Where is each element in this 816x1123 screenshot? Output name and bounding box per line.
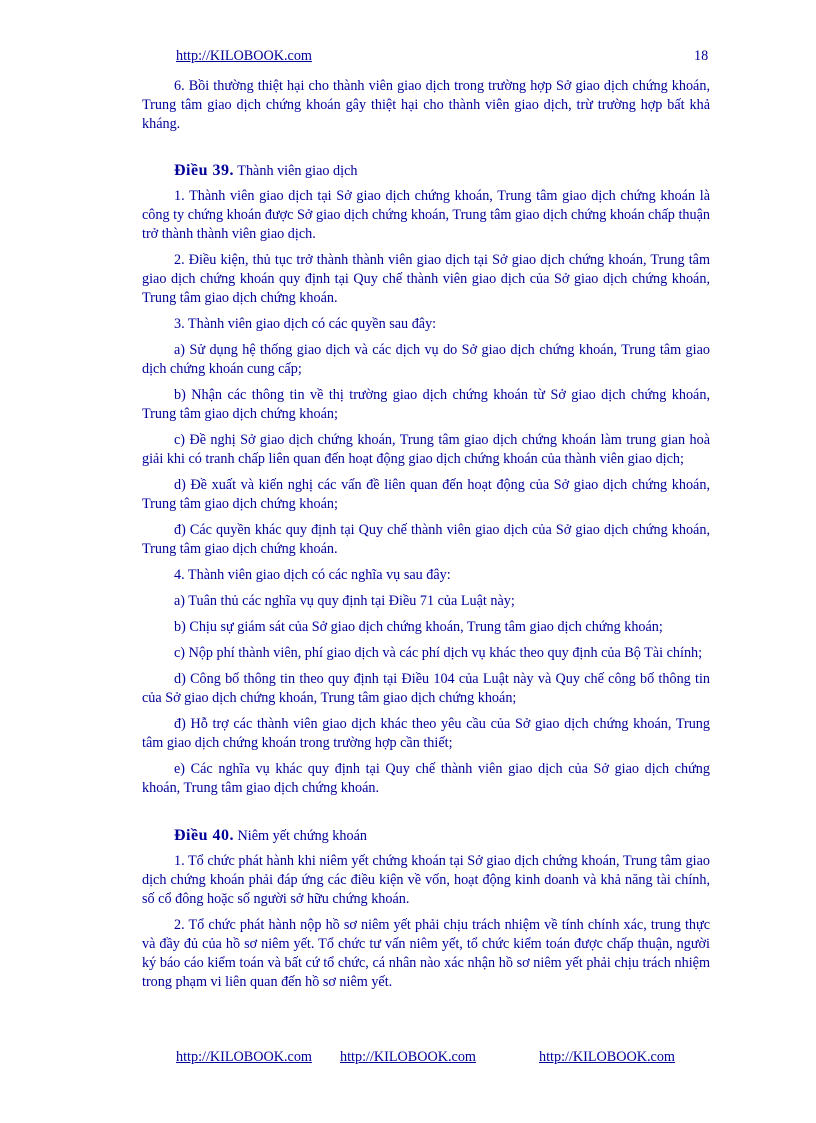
article-39-paragraph: 2. Điều kiện, thủ tục trở thành thành viên giao dịch tại Sở giao dịch chứng khoán, Trung tâm giao dịch chứng khoán quy định tại Quy chế thành viên giao dịch của Sở giao dịch chứng khoán, Trung tâm giao dịch chứng khoán. <box>142 252 710 306</box>
article-40-title: Niêm yết chứng khoán <box>234 828 367 844</box>
article-40-heading <box>142 826 710 846</box>
footer-link[interactable]: http://KILOBOOK.com <box>176 1049 312 1065</box>
page-content <box>142 77 710 999</box>
article-39-paragraph: d) Công bố thông tin theo quy định tại Điều 104 của Luật này và Quy chế công bố thông tin của Sở giao dịch chứng khoán, Trung tâm giao dịch chứng khoán; <box>142 671 710 706</box>
article-40-paragraph: 2. Tổ chức phát hành nộp hồ sơ niêm yết phải chịu trách nhiệm về tính chính xác, trung thực và đầy đủ của hồ sơ niêm yết. Tổ chức tư vấn niêm yết, tổ chức kiểm toán được chấp thuận, người ký báo cáo kiểm toán và bất cứ tổ chức, cá nhân nào xác nhận hồ sơ niêm yết phải chịu trách nhiệm trong phạm vi liên quan đến hồ sơ niêm yết. <box>142 917 710 990</box>
page-number: 18 <box>694 48 709 64</box>
article-39-paragraph: c) Nộp phí thành viên, phí giao dịch và các phí dịch vụ khác theo quy định của Bộ Tài chính; <box>174 645 703 661</box>
article-39-paragraph: 1. Thành viên giao dịch tại Sở giao dịch chứng khoán, Trung tâm giao dịch chứng khoán là công ty chứng khoán được Sở giao dịch chứng khoán, Trung tâm giao dịch chứng khoán chấp thuận trở thành thành viên giao dịch. <box>142 188 710 242</box>
footer <box>0 1048 816 1068</box>
article-39-paragraph: a) Sử dụng hệ thống giao dịch và các dịch vụ do Sở giao dịch chứng khoán, Trung tâm giao dịch chứng khoán cung cấp; <box>142 342 710 377</box>
article-39-paragraph: đ) Các quyền khác quy định tại Quy chế thành viên giao dịch của Sở giao dịch chứng khoán, Trung tâm giao dịch chứng khoán. <box>142 522 710 557</box>
article-39-heading <box>142 161 710 181</box>
article-39-title: Thành viên giao dịch <box>234 163 358 179</box>
article-40-label: Điều 40. <box>174 827 234 844</box>
article-39-paragraph: b) Nhận các thông tin về thị trường giao dịch chứng khoán từ Sở giao dịch chứng khoán, Trung tâm giao dịch chứng khoán; <box>142 387 710 422</box>
article-39-label: Điều 39. <box>174 162 234 179</box>
article-40-paragraph: 1. Tổ chức phát hành khi niêm yết chứng khoán tại Sở giao dịch chứng khoán, Trung tâm giao dịch chứng khoán phải đáp ứng các điều kiện về vốn, hoạt động kinh doanh và khả năng tài chính, số cổ đông hoặc số người sở hữu chứng khoán. <box>142 853 710 907</box>
header-link[interactable]: http://KILOBOOK.com <box>176 48 312 64</box>
footer-link[interactable]: http://KILOBOOK.com <box>340 1049 476 1065</box>
article-39-paragraph: b) Chịu sự giám sát của Sở giao dịch chứng khoán, Trung tâm giao dịch chứng khoán; <box>174 619 663 635</box>
article-39-paragraph: a) Tuân thủ các nghĩa vụ quy định tại Điều 71 của Luật này; <box>174 593 515 609</box>
article-39-paragraph: d) Đề xuất và kiến nghị các vấn đề liên quan đến hoạt động của Sở giao dịch chứng khoán, Trung tâm giao dịch chứng khoán; <box>142 477 710 512</box>
intro-paragraph: 6. Bồi thường thiệt hại cho thành viên giao dịch trong trường hợp Sở giao dịch chứng khoán, Trung tâm giao dịch chứng khoán gây thiệt hại cho thành viên giao dịch, trừ trường hợp bất khả kháng. <box>142 78 710 132</box>
article-39-paragraph: e) Các nghĩa vụ khác quy định tại Quy chế thành viên giao dịch của Sở giao dịch chứng khoán, Trung tâm giao dịch chứng khoán. <box>142 761 710 796</box>
article-39-paragraph: 3. Thành viên giao dịch có các quyền sau đây: <box>174 316 437 332</box>
article-39-paragraph: đ) Hỗ trợ các thành viên giao dịch khác theo yêu cầu của Sở giao dịch chứng khoán, Trung tâm giao dịch chứng khoán trong trường hợp cần thiết; <box>142 716 710 751</box>
article-39-paragraph: 4. Thành viên giao dịch có các nghĩa vụ sau đây: <box>174 567 451 583</box>
footer-link[interactable]: http://KILOBOOK.com <box>539 1049 675 1065</box>
article-39-paragraph: c) Đề nghị Sở giao dịch chứng khoán, Trung tâm giao dịch chứng khoán làm trung gian hoà giải khi có tranh chấp liên quan đến hoạt động giao dịch chứng khoán của thành viên giao dịch; <box>142 432 710 467</box>
